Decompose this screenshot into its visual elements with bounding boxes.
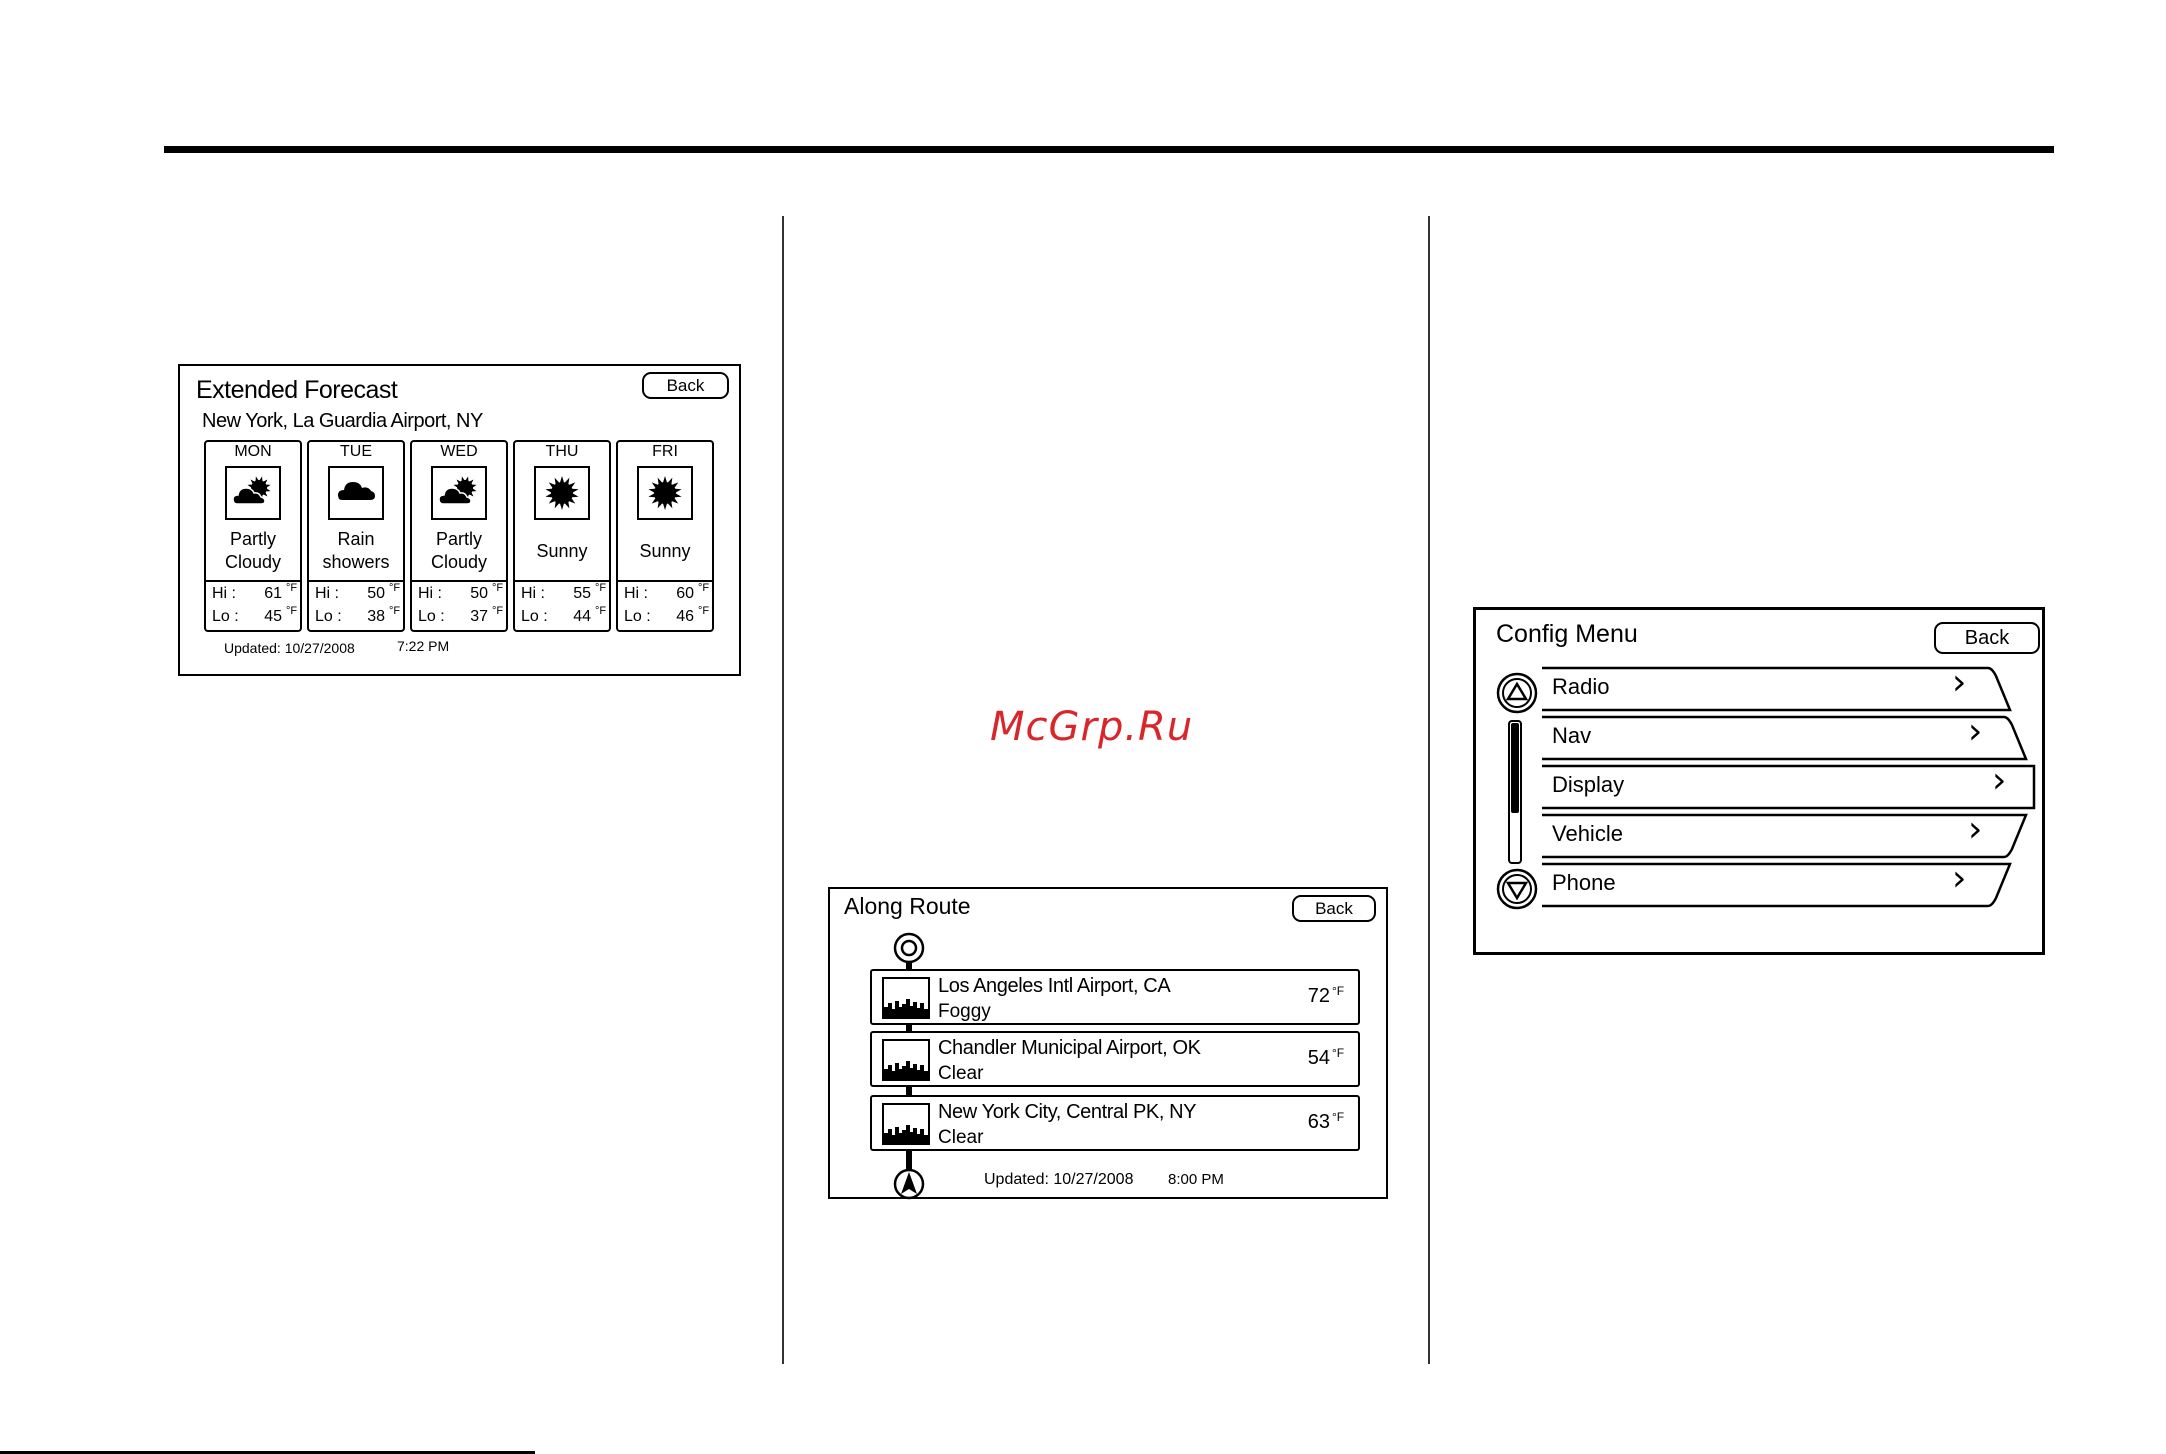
hi-label: Hi :	[418, 585, 442, 602]
screen-title: Config Menu	[1496, 620, 1638, 648]
rain-cloud-icon	[328, 466, 384, 520]
temp-unit: °F	[1332, 1110, 1345, 1124]
chevron-right-icon: ›	[1992, 760, 2007, 801]
lo-value: 46	[676, 608, 694, 625]
menu-item-label: Radio	[1552, 674, 1610, 699]
menu-item-phone[interactable]	[1542, 858, 2014, 908]
sun-icon	[534, 466, 590, 520]
city-skyline-icon	[882, 977, 930, 1019]
temp-unit: °F	[389, 582, 401, 594]
route-destination-icon	[892, 1167, 926, 1201]
lo-label: Lo :	[418, 608, 445, 625]
forecast-day-card	[204, 440, 302, 632]
day-condition: Partly Cloudy	[430, 529, 488, 572]
hi-temp-row	[521, 582, 607, 607]
lo-label: Lo :	[315, 608, 342, 625]
menu-item-frame	[1542, 715, 2030, 761]
stop-condition: Clear	[938, 1063, 984, 1084]
day-condition: Sunny	[639, 540, 691, 561]
stop-name: Chandler Municipal Airport, OK	[938, 1037, 1201, 1059]
stop-name: New York City, Central PK, NY	[938, 1101, 1197, 1123]
menu-item-label: Display	[1552, 772, 1625, 797]
forecast-day-card	[616, 440, 714, 632]
day-condition: Rain showers	[322, 529, 390, 572]
hi-label: Hi :	[521, 585, 545, 602]
menu-item-label: Nav	[1552, 723, 1592, 748]
hi-value: 55	[573, 585, 591, 602]
hi-temp-row	[624, 582, 710, 607]
city-skyline-icon	[882, 1039, 930, 1081]
hi-label: Hi :	[212, 585, 236, 602]
lo-label: Lo :	[624, 608, 651, 625]
updated-label: Updated: 10/27/2008	[224, 640, 355, 656]
lo-temp-row	[624, 605, 710, 630]
temp-unit: °F	[389, 605, 401, 617]
lo-temp-row	[315, 605, 401, 630]
chevron-right-icon: ›	[1952, 662, 1967, 703]
config-menu-screen	[1473, 607, 2045, 955]
column-divider-left	[782, 216, 784, 1364]
top-rule	[164, 146, 2054, 153]
menu-item-radio[interactable]	[1542, 662, 2014, 712]
chevron-right-icon: ›	[1968, 711, 1983, 752]
forecast-day-card	[410, 440, 508, 632]
lo-value: 45	[264, 608, 282, 625]
chevron-right-icon: ›	[1968, 809, 1983, 850]
along-route-screen	[828, 887, 1388, 1199]
temp-unit: °F	[698, 582, 710, 594]
route-stop-row[interactable]	[870, 1031, 1360, 1087]
temp-unit: °F	[286, 605, 298, 617]
temp-unit: °F	[698, 605, 710, 617]
menu-item-frame	[1542, 666, 2014, 712]
forecast-location: New York, La Guardia Airport, NY	[202, 410, 483, 432]
sun-icon	[637, 466, 693, 520]
temp-unit: °F	[286, 582, 298, 594]
lo-temp-row	[212, 605, 298, 630]
day-name: TUE	[340, 443, 372, 460]
temp-unit: °F	[595, 605, 607, 617]
hi-value: 50	[470, 585, 488, 602]
hi-label: Hi :	[624, 585, 648, 602]
extended-forecast-screen	[178, 364, 741, 676]
hi-temp-row	[315, 582, 401, 607]
route-start-icon	[892, 931, 926, 965]
lo-value: 38	[367, 608, 385, 625]
lo-temp-row	[521, 605, 607, 630]
lo-label: Lo :	[212, 608, 239, 625]
scroll-down-button[interactable]	[1496, 868, 1538, 910]
column-divider-right	[1428, 216, 1430, 1364]
back-button[interactable]: Back	[642, 372, 729, 399]
day-condition: Partly Cloudy	[224, 529, 282, 572]
stop-temperature: 54	[1307, 1047, 1330, 1069]
updated-label: Updated: 10/27/2008	[984, 1171, 1134, 1188]
temp-unit: °F	[595, 582, 607, 594]
chevron-right-icon: ›	[1952, 858, 1967, 899]
menu-item-vehicle[interactable]	[1542, 809, 2030, 859]
lo-label: Lo :	[521, 608, 548, 625]
route-stop-row[interactable]	[870, 969, 1360, 1025]
lo-temp-row	[418, 605, 504, 630]
scroll-up-button[interactable]	[1496, 672, 1538, 714]
stop-temperature: 63	[1307, 1111, 1330, 1133]
screen-title: Extended Forecast	[196, 376, 398, 404]
lo-value: 44	[573, 608, 591, 625]
lo-value: 37	[470, 608, 488, 625]
menu-item-display[interactable]	[1542, 760, 2038, 810]
back-button[interactable]: Back	[1934, 622, 2040, 654]
updated-time: 8:00 PM	[1168, 1171, 1224, 1188]
stop-temperature: 72	[1307, 985, 1330, 1007]
route-stop-row[interactable]	[870, 1095, 1360, 1151]
forecast-day-card	[307, 440, 405, 632]
day-name: FRI	[652, 443, 678, 460]
updated-time: 7:22 PM	[397, 638, 450, 654]
temp-unit: °F	[1332, 984, 1345, 998]
temp-unit: °F	[492, 605, 504, 617]
forecast-day-card	[513, 440, 611, 632]
day-condition: Sunny	[536, 540, 588, 561]
hi-value: 60	[676, 585, 694, 602]
scrollbar-thumb[interactable]	[1511, 723, 1519, 813]
hi-value: 50	[367, 585, 385, 602]
back-button[interactable]: Back	[1292, 895, 1376, 922]
menu-item-label: Vehicle	[1552, 821, 1623, 846]
day-name: WED	[440, 443, 478, 460]
watermark: McGrp.Ru	[990, 704, 1194, 750]
temp-unit: °F	[1332, 1046, 1345, 1060]
menu-item-nav[interactable]	[1542, 711, 2030, 761]
day-name: THU	[545, 443, 579, 460]
temp-unit: °F	[492, 582, 504, 594]
hi-value: 61	[264, 585, 282, 602]
day-name: MON	[234, 443, 272, 460]
stop-condition: Clear	[938, 1127, 984, 1148]
hi-temp-row	[418, 582, 504, 607]
stop-name: Los Angeles Intl Airport, CA	[938, 975, 1171, 997]
partly-cloudy-icon	[225, 466, 281, 520]
menu-item-label: Phone	[1552, 870, 1616, 895]
screen-title: Along Route	[844, 893, 971, 919]
city-skyline-icon	[882, 1103, 930, 1145]
stop-condition: Foggy	[938, 1001, 991, 1022]
hi-label: Hi :	[315, 585, 339, 602]
hi-temp-row	[212, 582, 298, 607]
partly-cloudy-icon	[431, 466, 487, 520]
